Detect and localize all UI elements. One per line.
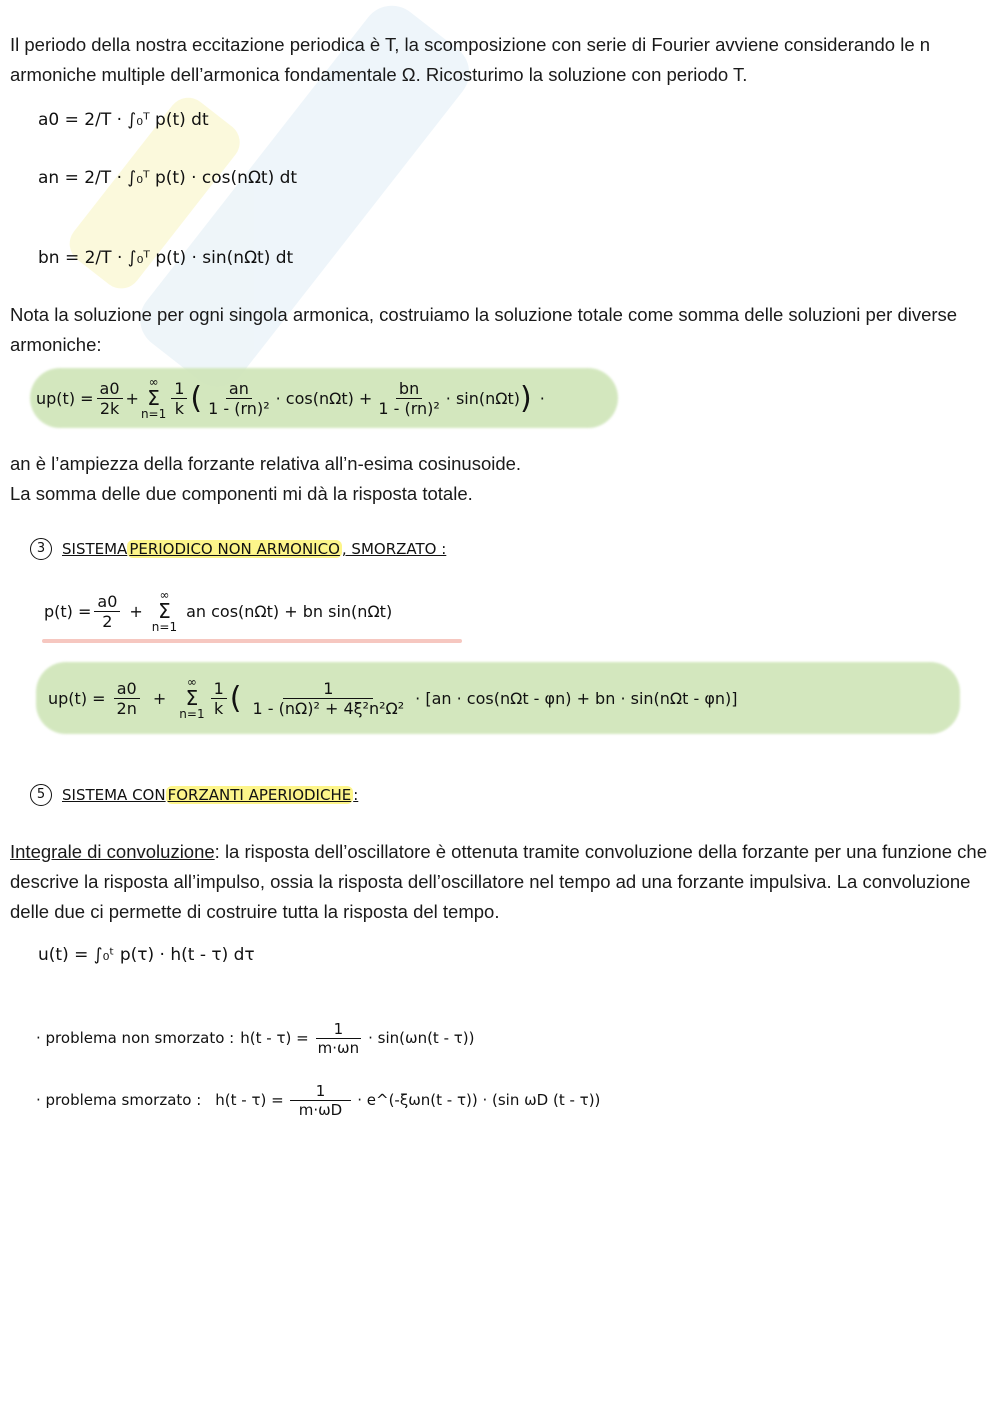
solution-paragraph: Nota la soluzione per ogni singola armonica, costruiamo la soluzione totale come somma delle soluzioni per diverse armoniche: xyxy=(10,304,958,355)
series-body: an cos(nΩt) + bn sin(nΩt) xyxy=(186,601,393,621)
formula-lhs: up(t) = xyxy=(48,688,106,708)
convolution-formula: u(t) = ∫₀ᵗ p(τ) · h(t - τ) dτ xyxy=(38,945,255,965)
total-response-note: La somma delle due componenti mi dà la risposta totale. xyxy=(10,483,473,504)
formula-p-series xyxy=(44,585,392,637)
coefficient-a0: a0 = 2/T · ∫₀ᵀ p(t) dt xyxy=(38,110,209,130)
exponential-sine-term: · e^(-ξωn(t - τ)) · (sin ωD (t - τ)) xyxy=(357,1091,601,1109)
pink-underline xyxy=(42,639,462,643)
paren-open: ( xyxy=(190,380,203,416)
section-heading-suffix: : xyxy=(353,786,359,804)
summation: ∞ Σ n=1 xyxy=(140,375,167,421)
coefficient-an: an = 2/T · ∫₀ᵀ p(t) · cos(nΩt) dt xyxy=(38,168,298,188)
summation: ∞ Σ n=1 xyxy=(151,588,178,634)
impulse-function: h(t - τ) = xyxy=(215,1091,284,1109)
formula-lhs: up(t) = xyxy=(36,388,94,408)
section-number-badge: 3 xyxy=(30,538,52,560)
coefficient-bn: bn = 2/T · ∫₀ᵀ p(t) · sin(nΩt) dt xyxy=(38,248,294,268)
section-number-badge: 5 xyxy=(30,784,52,806)
fraction-a0: $\frac{a0}{2n}$ xyxy=(114,679,140,718)
section-5-heading xyxy=(30,784,358,806)
formula-up-damped xyxy=(48,662,738,734)
section-heading-highlight: FORZANTI APERIODICHE xyxy=(167,786,352,804)
fraction-1-over-k: $\frac{1}{k}$ xyxy=(211,679,227,718)
fraction-1-over-m-omega: $\frac{1}{m\cdot\omega D}$ xyxy=(290,1082,352,1119)
section-heading-prefix: SISTEMA xyxy=(62,540,128,558)
trailing-dot: · xyxy=(539,388,545,408)
fraction-a0: $\frac{a0}{2}$ xyxy=(94,592,120,631)
fraction-bn: $\frac{bn}{\text{1 - (rn)²}}$ xyxy=(378,378,440,418)
paren-close: ) xyxy=(520,380,532,416)
case-label: · problema non smorzato : xyxy=(36,1029,235,1047)
cos-term: · cos(nΩt) + xyxy=(275,388,373,408)
fraction-a0: $\frac{a0}{2k}$ xyxy=(97,379,123,418)
section-3-heading xyxy=(30,538,446,560)
convolution-term: Integrale di convoluzione xyxy=(10,841,215,862)
sine-term: · sin(ωn(t - τ)) xyxy=(368,1029,475,1047)
intro-paragraph: Il periodo della nostra eccitazione periodica è T, la scomposizione con serie di Fourier avviene considerando le n armoniche multiple dell’armonica fondamentale Ω. Ricosturimo la soluzione con periodo T. xyxy=(10,34,931,85)
convolution-paragraph xyxy=(10,837,995,927)
formula-up-harmonic xyxy=(36,368,545,428)
section-heading-suffix: , SMORZATO : xyxy=(341,540,447,558)
convolution-text: : la risposta dell’oscillatore è ottenuta tramite convoluzione della forzante per una funzione che descrive la risposta all’impulso, ossia la risposta dell’oscillatore nel tempo ad una forzante impulsiva. La convoluzione delle due ci permette di costruire tutta la risposta del tempo. xyxy=(10,841,987,922)
undamped-impulse-response xyxy=(36,1015,475,1061)
phase-shift-body: · [an · cos(nΩt - φn) + bn · sin(nΩt - φn)] xyxy=(415,688,738,708)
plus-sign: + xyxy=(125,388,139,408)
plus-sign: + xyxy=(152,688,167,708)
case-label: · problema smorzato : xyxy=(36,1091,202,1109)
impulse-function: h(t - τ) = xyxy=(240,1029,309,1047)
formula-lhs: p(t) = xyxy=(44,601,92,621)
amplitude-note: an è l’ampiezza della forzante relativa all’n-esima cosinusoide. xyxy=(10,453,522,474)
fraction-an: $\frac{an}{\text{1 - (rn)²}}$ xyxy=(208,378,270,418)
paren-open: ( xyxy=(229,680,242,716)
fraction-dynamic-amplification: $\frac{1}{\text{1 - (nΩ)² + 4ξ²n²Ω²}}$ xyxy=(252,678,405,718)
plus-sign: + xyxy=(129,601,143,621)
section-heading-prefix: SISTEMA CON xyxy=(62,786,166,804)
damped-impulse-response xyxy=(36,1075,600,1125)
sin-term: · sin(nΩt) xyxy=(445,388,521,408)
fraction-1-over-k: $\frac{1}{k}$ xyxy=(171,379,187,418)
section-heading-highlight: PERIODICO NON ARMONICO xyxy=(129,540,340,558)
summation: ∞ Σ n=1 xyxy=(179,675,205,721)
fraction-1-over-m-omega: $\frac{1}{m\cdot\omega n}$ xyxy=(315,1020,362,1057)
